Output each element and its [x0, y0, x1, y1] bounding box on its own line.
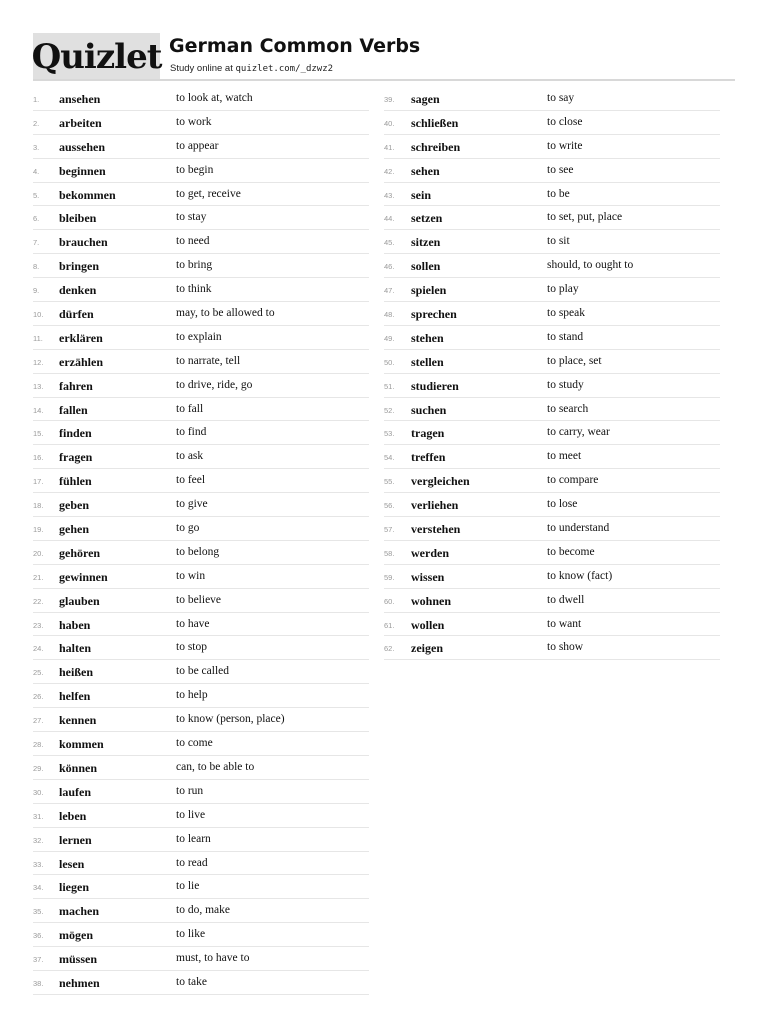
card-definition: may, to be allowed to [176, 307, 275, 320]
card-definition: to win [176, 569, 206, 582]
card-number: 10. [33, 310, 44, 320]
card-row [33, 493, 369, 517]
card-number: 9. [33, 286, 40, 296]
card-definition: to like [176, 928, 206, 941]
card-definition: to dwell [547, 593, 585, 606]
card-definition: to do, make [176, 904, 230, 917]
card-definition: to close [547, 115, 583, 128]
card-number: 31. [33, 811, 44, 821]
card-term: brauchen [59, 235, 108, 250]
card-number: 11. [33, 333, 43, 343]
card-definition: to search [547, 402, 589, 415]
card-term: arbeiten [59, 115, 102, 130]
card-row [33, 350, 369, 374]
card-term: erzählen [59, 354, 103, 369]
card-definition: should, to ought to [547, 259, 634, 272]
card-definition: to know (fact) [547, 569, 613, 582]
card-row [33, 135, 369, 159]
card-row [33, 899, 369, 923]
card-definition: to say [547, 92, 575, 104]
card-number: 22. [33, 596, 44, 606]
card-number: 27. [33, 716, 44, 726]
card-number: 45. [384, 238, 395, 248]
card-definition: to belong [176, 545, 220, 558]
card-definition: to go [176, 522, 200, 535]
card-term: fahren [59, 378, 93, 393]
card-term: verliehen [411, 498, 459, 513]
card-row [384, 159, 720, 183]
card-definition: to play [547, 283, 579, 296]
card-term: fühlen [59, 474, 92, 489]
card-term: sein [411, 187, 432, 202]
card-term: tragen [411, 426, 445, 441]
card-term: sitzen [411, 235, 441, 250]
card-row [384, 111, 720, 135]
card-definition: to lose [547, 498, 578, 511]
card-row [384, 135, 720, 159]
card-definition: to come [176, 737, 213, 750]
card-term: gehören [59, 545, 101, 560]
card-term: geben [59, 498, 89, 513]
card-term: bringen [59, 259, 100, 274]
card-definition: to meet [547, 450, 582, 463]
card-row [33, 398, 369, 422]
card-number: 15. [33, 429, 44, 439]
card-term: wollen [411, 617, 445, 632]
card-definition: to study [547, 378, 584, 391]
card-term: halten [59, 641, 92, 656]
card-number: 29. [33, 763, 44, 773]
card-definition: to become [547, 545, 595, 558]
card-row [384, 278, 720, 302]
card-number: 19. [33, 525, 44, 535]
card-definition: to take [176, 975, 207, 988]
card-number: 23. [33, 620, 44, 630]
card-number: 62. [384, 644, 395, 654]
card-row [384, 230, 720, 254]
card-row [384, 183, 720, 207]
card-row [33, 111, 369, 135]
card-row [33, 875, 369, 899]
card-row [384, 350, 720, 374]
card-number: 24. [33, 644, 44, 654]
card-row [33, 254, 369, 278]
card-row [33, 708, 369, 732]
card-term: erklären [59, 330, 103, 345]
card-definition: to know (person, place) [176, 713, 285, 726]
card-term: bekommen [59, 187, 116, 202]
card-row [33, 828, 369, 852]
card-term: leben [59, 808, 87, 823]
card-number: 32. [33, 835, 44, 845]
card-number: 40. [384, 118, 395, 128]
card-definition: to show [547, 641, 584, 654]
card-row [33, 589, 369, 613]
card-definition: to have [176, 617, 210, 630]
card-term: wohnen [411, 593, 452, 608]
card-number: 56. [384, 501, 395, 511]
card-row [384, 254, 720, 278]
card-number: 46. [384, 262, 395, 272]
card-number: 41. [384, 142, 395, 152]
card-number: 47. [384, 286, 395, 296]
card-row [384, 636, 720, 660]
card-term: sprechen [411, 307, 457, 322]
card-term: beginnen [59, 163, 106, 178]
quizlet-logo [33, 33, 160, 79]
card-definition: to stand [547, 330, 584, 343]
card-row [384, 87, 720, 111]
card-row [33, 326, 369, 350]
card-definition: to find [176, 426, 207, 439]
card-definition: to carry, wear [547, 426, 610, 439]
card-row [33, 445, 369, 469]
card-term: sagen [411, 92, 440, 106]
card-number: 2. [33, 118, 40, 128]
card-row [384, 493, 720, 517]
card-term: glauben [59, 593, 100, 608]
card-row [33, 421, 369, 445]
subtitle-prefix: Study online at [170, 63, 236, 74]
card-definition: to want [547, 617, 582, 630]
card-definition: to look at, watch [176, 92, 253, 104]
cards-column-right [384, 87, 720, 660]
card-definition: to give [176, 498, 208, 511]
card-term: verstehen [411, 522, 461, 537]
card-number: 14. [33, 405, 44, 415]
card-row [33, 732, 369, 756]
card-term: schließen [411, 115, 459, 130]
card-term: vergleichen [411, 474, 470, 489]
card-number: 1. [33, 95, 40, 104]
card-number: 59. [384, 572, 395, 582]
card-row [33, 947, 369, 971]
card-number: 37. [33, 955, 44, 965]
card-definition: to get, receive [176, 187, 241, 200]
card-row [384, 206, 720, 230]
card-definition: to feel [176, 474, 206, 487]
card-number: 58. [384, 548, 395, 558]
card-term: kommen [59, 737, 104, 752]
card-definition: to fall [176, 402, 204, 415]
card-term: denken [59, 283, 97, 298]
card-row [33, 278, 369, 302]
card-term: lernen [59, 832, 92, 847]
card-row [33, 469, 369, 493]
card-row [384, 541, 720, 565]
card-row [33, 541, 369, 565]
card-row [33, 374, 369, 398]
card-number: 12. [33, 357, 44, 367]
card-row [384, 302, 720, 326]
card-number: 53. [384, 429, 395, 439]
card-number: 26. [33, 692, 44, 702]
card-number: 21. [33, 572, 44, 582]
card-number: 35. [33, 907, 44, 917]
card-definition: to ask [176, 450, 204, 463]
card-number: 42. [384, 166, 395, 176]
card-number: 17. [33, 477, 44, 487]
card-definition: to stop [176, 641, 207, 654]
card-number: 34. [33, 883, 44, 893]
card-row [384, 589, 720, 613]
card-row [33, 87, 369, 111]
card-number: 8. [33, 262, 40, 272]
card-number: 4. [33, 166, 40, 176]
card-definition: to work [176, 115, 212, 128]
card-row [384, 374, 720, 398]
card-number: 55. [384, 477, 395, 487]
card-term: müssen [59, 952, 98, 967]
card-row [384, 326, 720, 350]
card-term: stehen [411, 330, 444, 345]
card-row [384, 445, 720, 469]
card-row [33, 183, 369, 207]
card-term: können [59, 760, 98, 775]
card-definition: to begin [176, 163, 214, 176]
card-term: dürfen [59, 307, 94, 322]
card-row [33, 206, 369, 230]
card-number: 5. [33, 190, 40, 200]
card-number: 6. [33, 214, 40, 224]
card-row [33, 684, 369, 708]
card-term: fallen [59, 402, 88, 417]
card-definition: to set, put, place [547, 211, 623, 224]
card-term: machen [59, 904, 99, 919]
logo-text: Quizlet [31, 37, 162, 77]
card-definition: to help [176, 689, 208, 702]
page-header [33, 33, 735, 81]
card-row [33, 565, 369, 589]
card-term: stellen [411, 354, 444, 369]
card-definition: to live [176, 808, 206, 821]
card-row [33, 923, 369, 947]
card-definition: to think [176, 283, 212, 296]
card-definition: to read [176, 856, 208, 869]
card-term: treffen [411, 450, 446, 465]
card-term: gewinnen [59, 569, 108, 584]
card-number: 39. [384, 95, 395, 104]
card-term: spielen [411, 283, 447, 298]
card-definition: to narrate, tell [176, 354, 241, 367]
card-term: lesen [59, 856, 85, 871]
card-number: 54. [384, 453, 395, 463]
card-number: 43. [384, 190, 395, 200]
card-number: 44. [384, 214, 395, 224]
card-term: fragen [59, 450, 93, 465]
card-row [33, 660, 369, 684]
card-definition: to stay [176, 211, 207, 224]
card-number: 49. [384, 333, 395, 343]
card-term: liegen [59, 880, 89, 895]
card-definition: to sit [547, 235, 570, 248]
card-number: 13. [33, 381, 44, 391]
card-row [384, 469, 720, 493]
card-definition: to write [547, 139, 583, 152]
card-term: kennen [59, 713, 97, 728]
card-term: schreiben [411, 139, 461, 154]
card-row [384, 565, 720, 589]
card-term: sehen [411, 163, 440, 178]
card-number: 3. [33, 142, 40, 152]
card-definition: to understand [547, 522, 610, 535]
card-term: mögen [59, 928, 93, 943]
card-number: 30. [33, 787, 44, 797]
card-definition: to run [176, 784, 204, 797]
card-row [384, 613, 720, 637]
card-term: heißen [59, 665, 94, 680]
card-term: ansehen [59, 92, 101, 106]
card-definition: to compare [547, 474, 599, 487]
card-number: 51. [384, 381, 395, 391]
card-definition: to believe [176, 593, 222, 606]
card-row [33, 971, 369, 995]
card-term: sollen [411, 259, 441, 274]
card-number: 48. [384, 310, 395, 320]
card-term: nehmen [59, 975, 100, 990]
card-definition: to drive, ride, go [176, 378, 253, 391]
card-term: suchen [411, 402, 447, 417]
card-number: 36. [33, 931, 44, 941]
card-number: 28. [33, 740, 44, 750]
card-number: 60. [384, 596, 395, 606]
card-term: laufen [59, 784, 92, 799]
card-number: 16. [33, 453, 44, 463]
card-definition: to place, set [547, 354, 602, 367]
card-term: zeigen [411, 641, 443, 656]
card-row [33, 636, 369, 660]
card-number: 61. [384, 620, 395, 630]
card-term: bleiben [59, 211, 97, 226]
card-row [33, 302, 369, 326]
card-row [384, 398, 720, 422]
card-row [33, 159, 369, 183]
card-definition: to learn [176, 832, 211, 845]
card-number: 25. [33, 668, 44, 678]
card-term: finden [59, 426, 92, 441]
card-number: 52. [384, 405, 395, 415]
study-url: quizlet.com/_dzwz2 [235, 64, 334, 74]
card-definition: can, to be able to [176, 760, 255, 773]
card-definition: must, to have to [176, 952, 250, 965]
card-row [33, 756, 369, 780]
card-definition: to appear [176, 139, 219, 152]
card-row [33, 613, 369, 637]
card-term: gehen [59, 522, 89, 537]
card-term: studieren [411, 378, 459, 393]
card-row [33, 804, 369, 828]
card-number: 38. [33, 978, 44, 988]
cards-column-left [33, 87, 369, 995]
card-term: werden [411, 545, 449, 560]
card-definition: to be [547, 187, 570, 200]
card-definition: to need [176, 235, 210, 248]
card-term: setzen [411, 211, 443, 226]
card-row [33, 780, 369, 804]
card-number: 20. [33, 548, 44, 558]
page-title: German Common Verbs [169, 35, 421, 57]
card-number: 7. [33, 238, 40, 248]
card-number: 33. [33, 859, 44, 869]
page-subtitle [170, 63, 333, 74]
card-number: 57. [384, 525, 395, 535]
card-term: wissen [411, 569, 445, 584]
card-row [384, 517, 720, 541]
card-number: 18. [33, 501, 44, 511]
card-term: helfen [59, 689, 91, 704]
card-row [33, 230, 369, 254]
card-definition: to explain [176, 330, 222, 343]
card-definition: to lie [176, 880, 200, 893]
card-term: haben [59, 617, 91, 632]
card-term: aussehen [59, 139, 106, 154]
card-row [384, 421, 720, 445]
card-row [33, 517, 369, 541]
card-row [33, 852, 369, 876]
card-number: 50. [384, 357, 395, 367]
card-definition: to be called [176, 665, 230, 678]
card-definition: to bring [176, 259, 213, 272]
card-definition: to see [547, 163, 574, 176]
card-definition: to speak [547, 307, 586, 320]
